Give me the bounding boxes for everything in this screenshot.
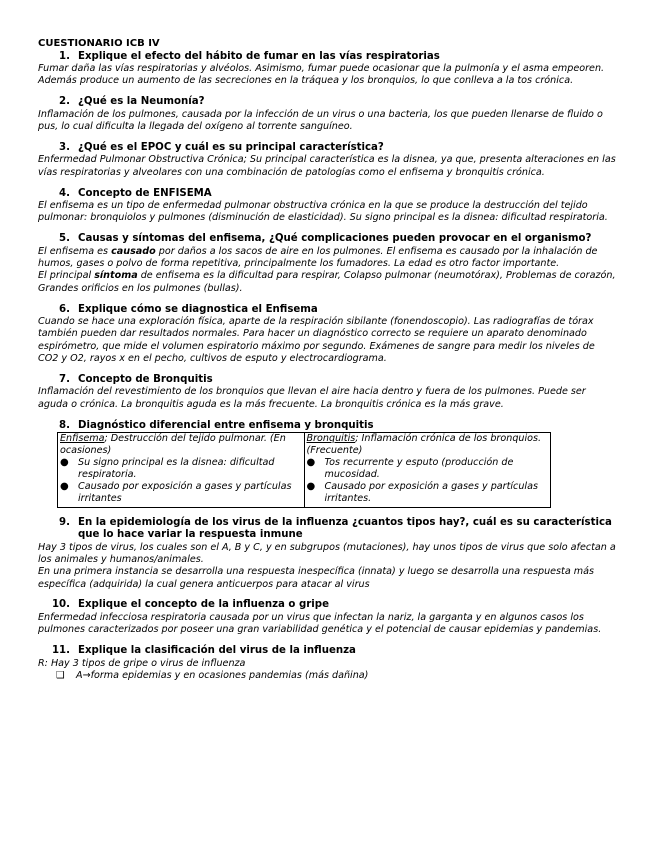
differential-table [57, 432, 551, 508]
question-text: ¿Qué es el EPOC y cuál es su principal característica? [78, 141, 384, 153]
question-text: Explique la clasificación del virus de la influenza [78, 645, 356, 657]
question-text: Causas y síntomas del enfisema, ¿Qué complicaciones pueden provocar en el organismo? [78, 233, 592, 245]
question-4 [38, 188, 618, 225]
question-number: 3. [59, 141, 70, 153]
question-text: ¿Qué es la Neumonía? [78, 96, 205, 108]
question-number: 9. [59, 516, 70, 528]
checkbox-icon: ❑ [56, 670, 65, 682]
list-item: ● Causado por exposición a gases y partículas irritantes. [306, 481, 538, 505]
question-7 [38, 374, 618, 411]
question-number: 4. [59, 187, 70, 199]
answer-text: Hay 3 tipos de virus, los cuales son el A, B y C, y en subgrupos (mutaciones), hay unos tipos de virus que solo afectan a los animales y humanos/animales. [38, 541, 616, 566]
answer-text-causes: El enfisema es causado por daños a los sacos de aire en los pulmones. El enfisema es causado por la inhalación de humos, gases o polvo de forma repetitiva, principalmente los fumadores. La edad es otro factor importante. [38, 245, 598, 270]
question-number: 8. [59, 419, 70, 431]
question-text: Explique cómo se diagnostica el Enfisema [78, 303, 318, 315]
answer-text-2: En una primera instancia se desarrolla una respuesta inespecífica (innata) y luego se desarrolla una respuesta más específica (adquirida) la cual genera anticuerpos para atacar al virus [38, 566, 594, 590]
question-number: 2. [59, 96, 70, 108]
bullet-icon: ● [60, 457, 69, 469]
list-item: ● Su signo principal es la disnea: dificultad respiratoria. [60, 457, 275, 481]
question-text: Explique el efecto del hábito de fumar en las vías respiratorias [78, 50, 440, 62]
question-11 [38, 645, 618, 682]
answer-text: Fumar daña las vías respiratorias y alvéolos. Asimismo, fumar puede ocasionar que la pulmonía y el asma empeoren. Además produce un aumento de las secreciones en la tráquea y los bronquios, lo que conlleva a la tos crónica. [38, 63, 605, 87]
answer-text: Inflamación de los pulmones, causada por la infección de un virus o una bacteria, los que pueden llenarse de fluido o pus, lo cual dificulta la llegada del oxígeno al torrente sanguíneo. [38, 108, 603, 133]
question-text: Diagnóstico diferencial entre enfisema y bronquitis [78, 419, 374, 431]
question-number: 6. [59, 303, 70, 315]
answer-text: Enfermedad Pulmonar Obstructiva Crónica; Su principal característica es la disnea, ya que, presenta alteraciones en las vías respiratorias y alveolares con una combinación de patologías como el enfisema y bronquitis crónica. [38, 154, 616, 178]
answer-text: R: Hay 3 tipos de gripe o virus de influenza [38, 657, 246, 669]
question-number: 11. [51, 645, 70, 657]
question-number: 1. [59, 50, 70, 62]
question-8 [38, 420, 618, 509]
answer-text: Cuando se hace una exploración física, aparte de la respiración sibilante (fonendoscopio). Las radiografías de tórax también pueden dar resultados normales. Para hacer un diagnóstico correcto se requiere un aparato denominado espirómetro, que mide el volumen espiratorio máximo por segundo. Exámenes de sangre para medir los niveles de CO2 y O2, rayos x en el pecho, cultivos de esputo y electrocardiograma. [38, 316, 595, 365]
question-3 [38, 142, 618, 179]
question-5 [38, 233, 618, 295]
question-9 [38, 517, 618, 591]
table-cell-enfisema: Enfisema; Destrucción del tejido pulmonar. (En ocasiones) ● Su signo principal es la disnea: dificultad respiratoria. ● Causado por exposición a gases y partículas irritantes [58, 433, 305, 508]
question-text: En la epidemiología de los virus de la influenza ¿cuantos tipos hay?, cuál es su característica que lo hace variar la respuesta inmune [78, 516, 612, 541]
question-text: Explique el concepto de la influenza o gripe [78, 599, 329, 611]
answer-text: Inflamación del revestimiento de los bronquios que llevan el aire hacia dentro y fuera de los pulmones. Puede ser aguda o crónica. La bronquitis aguda es la más frecuente. La bronquitis crónica es la más grave. [38, 386, 586, 410]
question-number: 5. [59, 233, 70, 245]
list-item: ● Causado por exposición a gases y partículas irritantes [60, 481, 292, 505]
answer-text: Enfermedad infecciosa respiratoria causada por un virus que infectan la nariz, la garganta y en algunos casos los pulmones caracterizados por poseer una gran variabilidad genética y el potencial de causar epidemias y pandemias. [38, 612, 602, 636]
question-6 [38, 304, 618, 366]
document-title: CUESTIONARIO ICB IV [38, 38, 160, 49]
answer-text: El enfisema es un tipo de enfermedad pulmonar obstructiva crónica en la que se produce la destrucción del tejido pulmonar: bronquiolos y pulmones (disminución de elasticidad). Su signo principal es la disnea: dificultad respiratoria. [38, 200, 608, 224]
question-1 [38, 51, 618, 88]
checklist-item: ❑ A→forma epidemias y en ocasiones pandemias (más dañina) [56, 670, 369, 682]
table-cell-bronquitis: Bronquitis; Inflamación crónica de los bronquios. (Frecuente) ● Tos recurrente y esputo (producción de mucosidad. ● Causado por exposición a gases y partículas irritantes. [304, 433, 551, 508]
question-text: Concepto de ENFISEMA [78, 187, 212, 199]
bullet-icon: ● [306, 457, 316, 469]
question-text: Concepto de Bronquitis [78, 373, 213, 385]
document-page [38, 38, 618, 682]
question-number: 7. [59, 373, 70, 385]
list-item: ● Tos recurrente y esputo (producción de mucosidad. [306, 457, 514, 481]
question-10 [38, 599, 618, 636]
bullet-icon: ● [306, 481, 316, 493]
bullet-icon: ● [60, 481, 69, 493]
question-2 [38, 96, 618, 133]
question-number: 10. [51, 599, 70, 611]
answer-text-symptoms: El principal síntoma de enfisema es la dificultad para respirar, Colapso pulmonar (neumotórax), Problemas de corazón, Grandes orificios en los pulmones (bullas). [38, 270, 616, 294]
